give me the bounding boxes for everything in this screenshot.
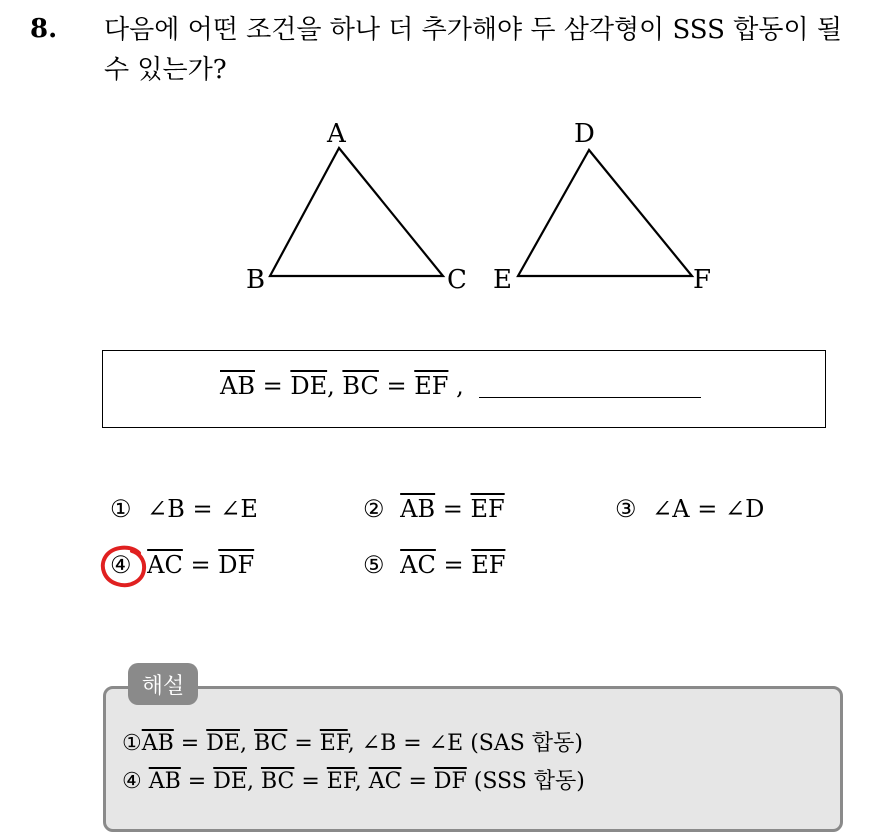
equals-sign: = bbox=[408, 769, 427, 794]
segment-ac: $\overline{AC}$ bbox=[400, 551, 436, 579]
vertex-a-label: A bbox=[327, 119, 346, 149]
choice-number: ① bbox=[122, 731, 142, 756]
vertex-c-label: C bbox=[447, 265, 467, 295]
segment-ef: $\overline{EF}$ bbox=[326, 769, 355, 794]
choice-5[interactable] bbox=[363, 551, 505, 579]
segment-de: $\overline{DE}$ bbox=[290, 372, 328, 400]
choice-number: ④ bbox=[122, 769, 142, 794]
congruence-note: (SAS 합동) bbox=[470, 731, 583, 756]
segment-bc: $\overline{BC}$ bbox=[342, 372, 379, 400]
segment-df: $\overline{DF}$ bbox=[218, 551, 255, 579]
segment-ef: $\overline{EF}$ bbox=[319, 731, 348, 756]
segment-ab: $\overline{AB}$ bbox=[220, 372, 255, 400]
choice-3[interactable] bbox=[615, 495, 764, 523]
vertex-f-label: F bbox=[693, 265, 712, 295]
segment-bc: $\overline{BC}$ bbox=[253, 731, 288, 756]
explanation-tab: 해설 bbox=[128, 663, 198, 705]
explanation-line-2 bbox=[122, 764, 585, 795]
choice-number: ④ bbox=[110, 551, 132, 579]
segment-de: $\overline{DE}$ bbox=[206, 731, 240, 756]
choice-number: ② bbox=[363, 495, 385, 523]
segment-ef: $\overline{EF}$ bbox=[470, 495, 505, 523]
equals-sign: = bbox=[180, 731, 200, 756]
answer-circle-mark bbox=[99, 543, 151, 589]
choice-number: ⑤ bbox=[363, 551, 385, 579]
vertex-d-label: D bbox=[574, 119, 595, 149]
choice-number: ③ bbox=[615, 495, 637, 523]
comma: , bbox=[456, 372, 464, 400]
equals-sign: = bbox=[301, 769, 320, 794]
equals-sign: = bbox=[386, 372, 407, 400]
triangles-figure bbox=[0, 0, 884, 300]
segment-ac: $\overline{AC}$ bbox=[368, 769, 402, 794]
comma: , bbox=[239, 731, 247, 756]
segment-ab: $\overline{AB}$ bbox=[400, 495, 436, 523]
vertex-e-label: E bbox=[493, 265, 512, 295]
choice-number: ① bbox=[110, 495, 132, 523]
comma: , bbox=[327, 372, 335, 400]
comma: , bbox=[347, 731, 355, 756]
segment-ef: $\overline{EF}$ bbox=[414, 372, 449, 400]
explanation-box bbox=[103, 686, 843, 832]
segment-de: $\overline{DE}$ bbox=[213, 769, 247, 794]
segment-bc: $\overline{BC}$ bbox=[260, 769, 295, 794]
choice-1[interactable] bbox=[110, 495, 258, 523]
equals-sign: = bbox=[262, 372, 283, 400]
segment-df: $\overline{DF}$ bbox=[433, 769, 467, 794]
segment-ab: $\overline{AB}$ bbox=[148, 769, 181, 794]
choice-2[interactable] bbox=[363, 495, 505, 523]
condition-statement bbox=[220, 372, 701, 400]
segment-ac: $\overline{AC}$ bbox=[147, 551, 183, 579]
equals-sign: = bbox=[187, 769, 207, 794]
vertex-b-label: B bbox=[246, 265, 266, 295]
equals-sign: = bbox=[190, 551, 211, 579]
answer-blank bbox=[479, 373, 701, 398]
triangle-abc bbox=[270, 148, 443, 276]
angle-condition: ∠B = ∠E bbox=[361, 731, 464, 756]
comma: , bbox=[354, 769, 362, 794]
choice-text: ∠A = ∠D bbox=[652, 495, 765, 523]
segment-ab: $\overline{AB}$ bbox=[141, 731, 174, 756]
congruence-note: (SSS 합동) bbox=[473, 769, 585, 794]
triangle-def bbox=[518, 150, 692, 276]
choice-text: ∠B = ∠E bbox=[147, 495, 258, 523]
equals-sign: = bbox=[442, 495, 463, 523]
equals-sign: = bbox=[294, 731, 313, 756]
comma: , bbox=[246, 769, 254, 794]
question-text: 다음에 어떤 조건을 하나 더 추가해야 두 삼각형이 SSS 합동이 될 수 있는가? bbox=[104, 15, 842, 85]
equals-sign: = bbox=[443, 551, 464, 579]
segment-ef: $\overline{EF}$ bbox=[471, 551, 506, 579]
question-number: 8. bbox=[30, 14, 58, 44]
explanation-line-1 bbox=[122, 726, 583, 757]
